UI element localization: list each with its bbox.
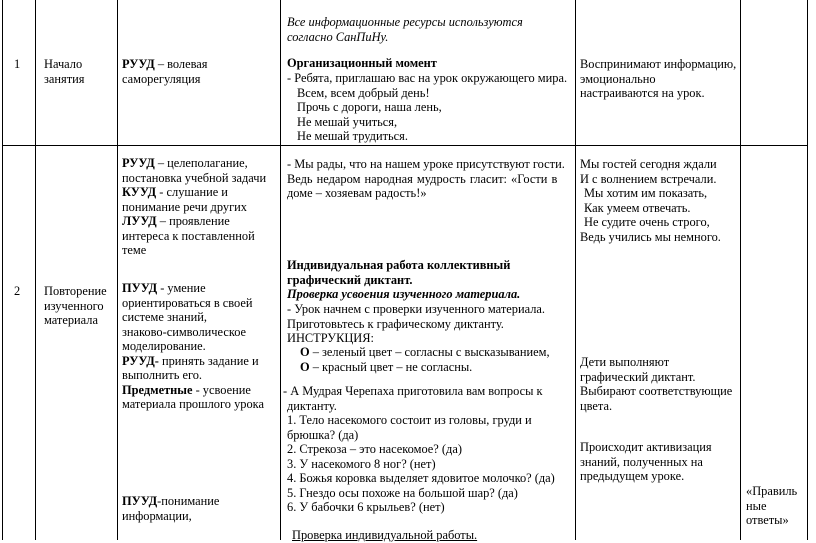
turtle-intro: - А Мудрая Черепаха приготовила вам вопросы к диктанту. — [283, 384, 543, 413]
guests-poem: Мы гостей сегодня ждали И с волнением встречали. Мы хотим им показать, Как умеем отвечать. Не судите очень строго, Ведь учились мы немного. — [580, 157, 721, 244]
individual-work-title: Индивидуальная работа коллективный графический диктант. — [287, 258, 511, 287]
table-border-col2 — [117, 0, 118, 540]
row-divider — [2, 145, 807, 146]
table-border-col3 — [280, 0, 281, 540]
row2-puud-block: ПУУД - умение ориентироваться в своей системе знаний, знаково-символическое моделирование. РУУД- принять задание и выполнить его. Предметные - усвоение материала прошлого урока — [122, 281, 264, 411]
students-dictation: Дети выполняют графический диктант. Выбирают соответствующие цвета. — [580, 355, 733, 413]
result-correct-answers: «Правиль ные ответы» — [746, 484, 798, 527]
greeting-text: - Мы рады, что на нашем уроке присутствуют гости. Ведь недаром народная мудрость гласит: «Гости в доме – хозяевам радость!» — [287, 157, 565, 200]
students-activation: Происходит активизация знаний, полученных на предыдущем уроке. — [580, 440, 712, 483]
rule-agree: О – зеленый цвет – согласны с высказыванием, — [300, 345, 550, 359]
row2-puud2-block: ПУУД-понимание информации, — [122, 494, 220, 523]
table-border-col5 — [740, 0, 741, 540]
org-moment-title: Организационный момент — [287, 56, 437, 70]
table-border-right — [807, 0, 808, 540]
welcome-poem: - Ребята, приглашаю вас на урок окружающего мира. Всем, всем добрый день! Прочь с дороги, наша лень, Не мешай учиться, Не мешай трудиться. — [287, 71, 568, 143]
table-border-col4 — [575, 0, 576, 540]
row1-intro: Все информационные ресурсы используются согласно СанПиНу. — [287, 15, 523, 44]
row1-students: Воспринимают информацию, эмоционально настраиваются на урок. — [580, 57, 737, 100]
table-border-left — [2, 0, 3, 540]
row2-stage: Повторение изученного материала — [44, 284, 107, 327]
check-title: Проверка усвоения изученного материала. — [287, 287, 521, 301]
row1-uud: РУУД – волевая саморегуляция — [122, 57, 208, 86]
rule-disagree: О – красный цвет – не согласны. — [300, 360, 473, 374]
row2-uud-block: РУУД – целеполагание, постановка учебной задачи КУУД - слушание и понимание речи других ЛУУД – проявление интереса к поставленной теме — [122, 156, 267, 257]
dictation-questions: 1. Тело насекомого состоит из головы, груди и брюшка? (да) 2. Стрекоза – это насекомое? (да) 3. У насекомого 8 ног? (нет) 4. Божья коровка выделяет ядовитое молочко? (да) 5. Гнездо осы похоже на большой шар? (да) 6. У бабочки 6 крыльев? (нет) — [287, 413, 555, 514]
row1-number: 1 — [14, 57, 21, 71]
row1-stage: Начало занятия — [44, 57, 85, 86]
instructions: - Урок начнем с проверки изученного материала. Приготовьтесь к графическому диктанту. ИНСТРУКЦИЯ: — [287, 302, 545, 345]
check-individual-work: Проверка индивидуальной работы. — [292, 528, 478, 542]
row2-number: 2 — [14, 284, 21, 298]
table-border-col1 — [35, 0, 36, 540]
